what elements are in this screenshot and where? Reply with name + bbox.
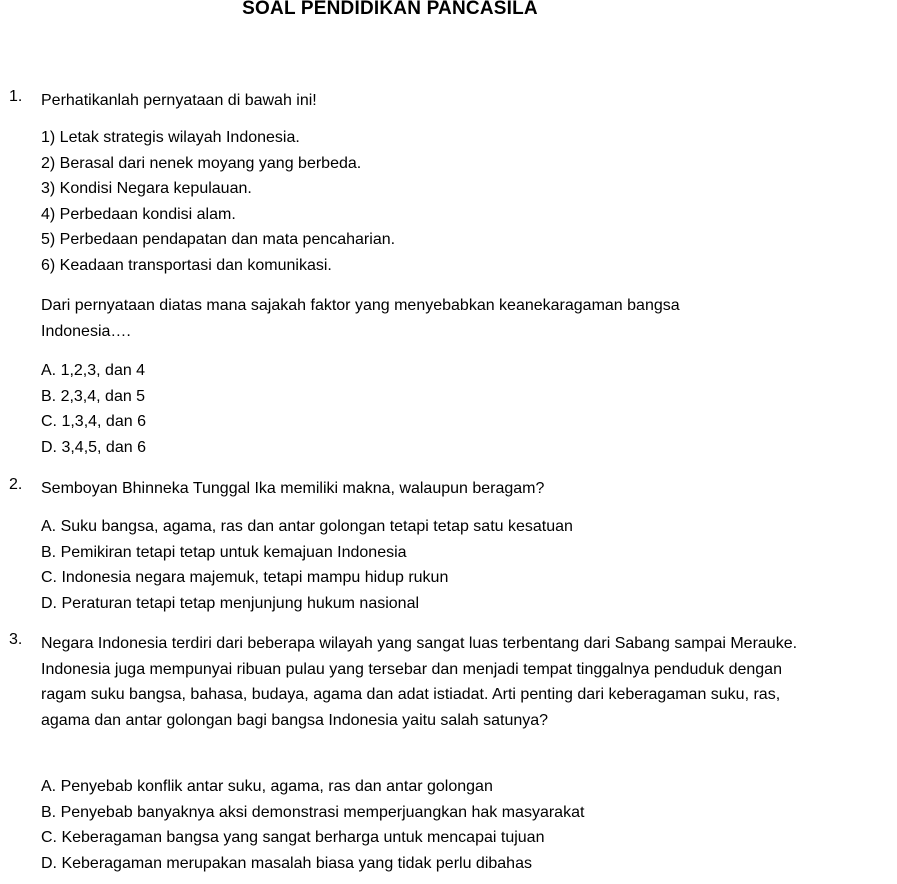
question-prompt: Dari pernyataan diatas mana sajakah faktor yang menyebabkan keanekaragaman bangsa Indonesia…. — [41, 297, 680, 340]
option-c: C. 1,3,4, dan 6 — [41, 413, 146, 431]
option-a: A. Suku bangsa, agama, ras dan antar golongan tetapi tetap satu kesatuan — [41, 518, 573, 535]
statement-item: 6) Keadaan transportasi dan komunikasi. — [41, 256, 332, 274]
question-number: 2. — [9, 476, 23, 493]
option-list — [41, 514, 573, 616]
statement-item: 5) Perbedaan pendapatan dan mata pencaharian. — [41, 231, 396, 249]
option-a: A. Penyebab konflik antar suku, agama, ras dan antar golongan — [41, 778, 493, 795]
statement-item: 3) Kondisi Negara kepulauan. — [41, 180, 252, 198]
statement-item: 1) Letak strategis wilayah Indonesia. — [41, 129, 300, 146]
option-a: A. 1,2,3, dan 4 — [41, 362, 146, 379]
option-list — [41, 358, 146, 460]
option-b: B. 2,3,4, dan 5 — [41, 387, 146, 405]
question-number: 3. — [9, 631, 23, 648]
statement-list — [41, 125, 395, 279]
option-d: D. Keberagaman merupakan masalah biasa yang tidak perlu dibahas — [41, 854, 532, 872]
question-stem: Perhatikanlah pernyataan di bawah ini! — [41, 92, 317, 109]
option-d: D. Peraturan tetapi tetap menjunjung hukum nasional — [41, 594, 420, 612]
option-list — [41, 774, 584, 876]
question-stem: Semboyan Bhinneka Tunggal Ika memiliki makna, walaupun beragam? — [41, 480, 545, 497]
question-number: 1. — [9, 88, 23, 105]
statement-item: 2) Berasal dari nenek moyang yang berbeda. — [41, 154, 362, 172]
document-title: SOAL PENDIDIKAN PANCASILA — [242, 0, 538, 19]
option-b: B. Penyebab banyaknya aksi demonstrasi memperjuangkan hak masyarakat — [41, 803, 585, 821]
option-b: B. Pemikiran tetapi tetap untuk kemajuan Indonesia — [41, 543, 407, 561]
option-c: C. Keberagaman bangsa yang sangat berharga untuk mencapai tujuan — [41, 829, 545, 847]
statement-item: 4) Perbedaan kondisi alam. — [41, 205, 236, 223]
question-stem: Negara Indonesia terdiri dari beberapa wilayah yang sangat luas terbentang dari Sabang sampai Merauke. Indonesia juga mempunyai ribuan pulau yang tersebar dan menjadi tempat tinggalnya penduduk dengan ragam suku bangsa, bahasa, budaya, agama dan adat istiadat. Arti penting dari keberagaman suku, ras, agama dan antar golongan bagi bangsa Indonesia yaitu salah satunya? — [41, 635, 798, 729]
option-c: C. Indonesia negara majemuk, tetapi mampu hidup rukun — [41, 569, 449, 587]
option-d: D. 3,4,5, dan 6 — [41, 438, 146, 456]
